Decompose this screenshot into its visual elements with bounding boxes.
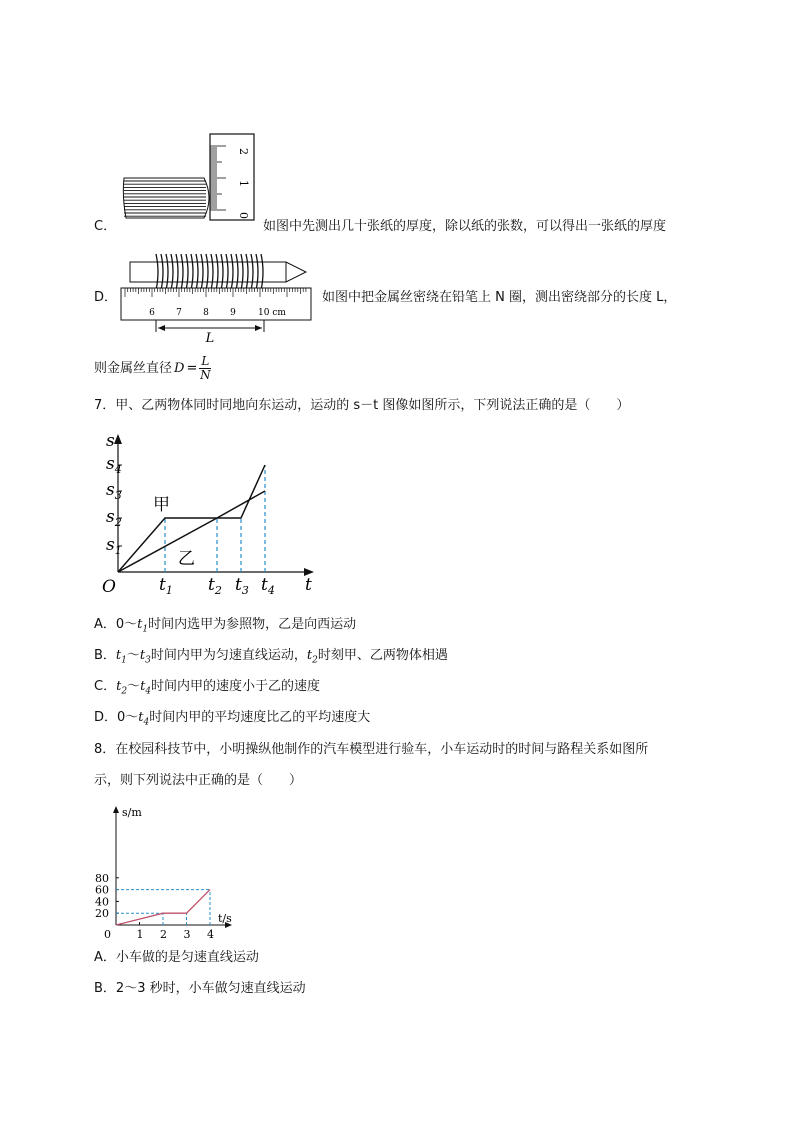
paper-stack-ruler-figure — [118, 130, 258, 222]
y-tick-label: $s_1$ — [106, 535, 122, 557]
fraction-numerator: L — [201, 354, 210, 368]
ruler-d-label: 9 — [230, 308, 236, 318]
formula-eq: = — [186, 360, 198, 376]
q7-option-a — [94, 616, 356, 639]
var-t: t — [140, 679, 146, 694]
option-c-text: 如图中先测出几十张纸的厚度，除以纸的张数，可以得出一张纸的厚度 — [263, 219, 667, 234]
y-tick-label: $s_2$ — [106, 507, 122, 529]
x-tick-label: $t_2$ — [208, 575, 222, 597]
ruler-tick-label: 0 — [237, 212, 250, 219]
x-tick-subscript: 3 — [241, 584, 249, 597]
option-prefix: B． — [94, 648, 116, 663]
subscript: 4 — [145, 686, 152, 697]
var-t: t — [116, 679, 122, 694]
x-tick-subscript: 1 — [165, 584, 173, 597]
ruler-d-label: 6 — [149, 308, 155, 318]
var-t: t — [115, 648, 122, 663]
x-tick-label: 1 — [136, 928, 144, 938]
y-tick-label: 20 — [95, 907, 109, 921]
origin-label: O — [102, 577, 116, 597]
fraction-denominator: N — [200, 368, 211, 382]
var-t: t — [306, 648, 313, 663]
q7-st-graph — [100, 422, 325, 600]
option-prefix: C． — [94, 679, 117, 694]
var-t: t — [138, 710, 144, 725]
ruler-tick-label: 2 — [237, 148, 250, 155]
y-tick-label: 80 — [95, 871, 109, 885]
x-tick-label: 4 — [207, 928, 214, 938]
option-prefix: A．0～ — [94, 617, 138, 632]
option-text: 时间内甲的平均速度比乙的平均速度大 — [149, 710, 371, 725]
pencil-wire-ruler-figure — [118, 248, 318, 346]
subscript: 1 — [121, 655, 127, 666]
y-axis-arrow — [114, 434, 122, 444]
length-label: L — [205, 331, 215, 346]
ruler-d-label: 7 — [176, 308, 182, 318]
x-axis-label: t/s — [218, 912, 232, 925]
q8-stem-line2: 示，则下列说法中正确的是（ ） — [94, 773, 303, 788]
option-d-label: D． — [94, 290, 118, 305]
option-text: 时间内选甲为参照物，乙是向西运动 — [148, 617, 357, 632]
subscript: 3 — [145, 655, 151, 666]
x-tick-subscript: 4 — [267, 584, 275, 597]
series-jia-label: 甲 — [153, 495, 170, 515]
q8-option-b: B．2～3 秒时，小车做匀速直线运动 — [94, 981, 306, 996]
y-axis-arrow — [113, 806, 119, 813]
subscript: 1 — [142, 624, 149, 635]
x-tick-label: $t_1$ — [159, 575, 173, 597]
y-tick-subscript: 1 — [114, 544, 122, 557]
x-tick-label: $t_4$ — [261, 575, 275, 597]
option-text: 时间内甲为匀速直线运动， — [150, 648, 307, 663]
vertical-ruler — [210, 134, 254, 220]
y-tick-subscript: 4 — [114, 463, 122, 476]
y-axis-label: s/m — [122, 806, 142, 819]
y-tick-label: 40 — [95, 895, 109, 909]
var-t: t — [137, 617, 143, 632]
x-tick-label: 2 — [160, 928, 167, 938]
origin-label: 0 — [104, 928, 111, 938]
subscript: 2 — [312, 655, 318, 666]
q8-stem-line1: 8．在校园科技节中，小明操纵他制作的汽车模型进行验车，小车运动时的时间与路程关系如图所 — [94, 742, 649, 757]
option-d-cont: 则金属丝直径 — [94, 360, 173, 376]
q8-st-graph — [92, 798, 242, 938]
y-axis-label: s — [106, 431, 115, 451]
subscript: 4 — [143, 717, 150, 728]
y-tick-subscript: 3 — [114, 489, 122, 502]
option-c-label: C． — [94, 219, 117, 234]
y-tick-label: $s_3$ — [106, 480, 122, 502]
q7-option-b — [94, 647, 448, 670]
q8-option-a: A．小车做的是匀速直线运动 — [94, 950, 259, 965]
series-yi-label: 乙 — [178, 549, 195, 569]
formula-d: D — [174, 360, 185, 376]
ruler-d-label: 10 cm — [258, 308, 286, 318]
ruler-d-label: 8 — [203, 308, 209, 318]
y-tick-label: $s_4$ — [106, 454, 122, 476]
option-prefix: D．0～ — [94, 710, 139, 725]
x-tick-subscript: 2 — [214, 584, 222, 597]
option-d-text: 如图中把金属丝密绕在铅笔上 N 圈，测出密绕部分的长度 L， — [322, 290, 677, 305]
y-tick-subscript: 2 — [114, 516, 122, 529]
tilde: ～ — [126, 648, 140, 663]
x-tick-label: 3 — [183, 928, 191, 938]
tilde: ～ — [127, 679, 141, 694]
formula-fraction — [199, 355, 211, 382]
option-text: 时间内甲的速度小于乙的速度 — [151, 679, 321, 694]
y-tick-label: 60 — [95, 883, 109, 897]
var-t: t — [139, 648, 146, 663]
q7-stem: 7．甲、乙两物体同时同地向东运动，运动的 s－t 图像如图所示，下列说法正确的是（ ） — [94, 398, 630, 413]
q7-option-c — [94, 678, 320, 701]
x-tick-label: $t_3$ — [235, 575, 249, 597]
q7-option-d — [94, 709, 370, 732]
subscript: 2 — [121, 686, 128, 697]
ruler-tick-label: 1 — [237, 180, 250, 187]
x-axis-label: t — [305, 575, 312, 595]
option-text: 时刻甲、乙两物体相遇 — [317, 648, 448, 663]
option-d-formula — [94, 355, 211, 382]
